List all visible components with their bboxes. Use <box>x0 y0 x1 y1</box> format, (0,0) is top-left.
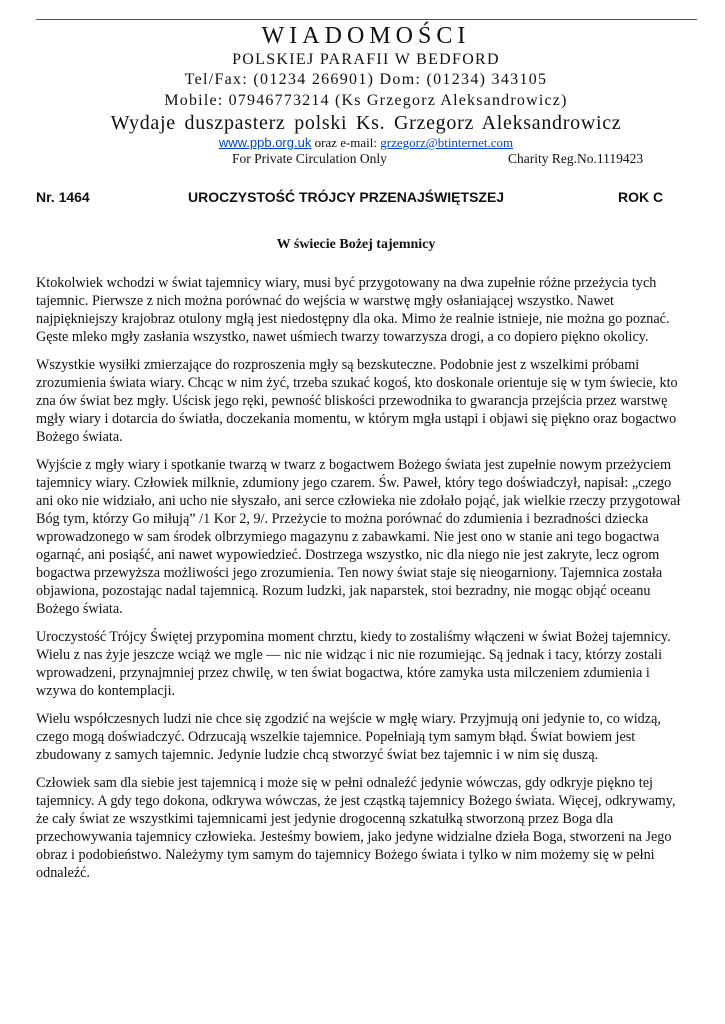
phone-line: Tel/Fax: (01234 266901) Dom: (01234) 343105 <box>184 71 548 88</box>
parish-name: POLSKIEJ PARAFII W BEDFORD <box>232 51 500 68</box>
issue-header <box>36 189 676 207</box>
circulation-line <box>36 151 696 167</box>
charity-number: Charity Reg.No.1119423 <box>508 151 644 166</box>
feast-name: UROCZYSTOŚĆ TRÓJCY PRZENAJŚWIĘTSZEJ <box>188 189 505 205</box>
email-label: oraz e-mail: <box>314 135 378 150</box>
article-title: W świecie Bożej tajemnicy <box>276 237 436 252</box>
contact-line <box>36 135 696 151</box>
article-paragraph: Uroczystość Trójcy Świętej przypomina moment chrztu, kiedy to zostaliśmy włączeni w świat Bożej tajemnicy. Wielu z nas żyje jeszcze wciąż we mgle — nic nie widząc i nic nie rozumiejąc. Są jednak i tacy, którzy zostali wprowadzeni, przynajmniej przez chwilę, w ten świat bogactwa, które zamyka usta milczeniem zdumienia i wzywa do kontemplacji. <box>36 629 671 699</box>
email-link[interactable]: grzegorz@btinternet.com <box>380 135 514 150</box>
article-paragraph: Człowiek sam dla siebie jest tajemnicą i może się w pełni odnaleźć jedynie wówczas, gdy odkryje piękno tej tajemnicy. A gdy tego dokona, odkrywa wówczas, że jest cząstką tajemnicy Bożego świata. Więcej, odkrywamy, że cały świat ze wszystkimi tajemnicami jest jedynie drogocenną szkatułką stworzoną przez Boga dla przechowywania tajemnicy człowieka. Jesteśmy bowiem, jako jedyne widzialne dzieła Boga, stworzeni na Jego obraz i podobieństwo. Należymy tym samym do tajemnicy Bożego świata i tylko w nim możemy się w pełni odnaleźć. <box>36 775 676 881</box>
article-paragraph: Ktokolwiek wchodzi w świat tajemnicy wiary, musi być przygotowany na dwa zupełnie różne przeżycia tych tajemnic. Pierwsze z nich można porównać do wejścia w warstwę mgły osłaniającej wszystko. Nawet najpiękniejszy krajobraz otulony mgłą jest niedostępny dla oka. Mimo że realnie istnieje, nie można go poznać. Gęste mleko mgły zasłania wszystko, nawet uśmiech twarzy towarzysza drogi, a co dopiero piękno okolicy. <box>36 275 670 345</box>
article-paragraph: Wszystkie wysiłki zmierzające do rozproszenia mgły są bezskuteczne. Podobnie jest z wszelkimi próbami zrozumienia świata wiary. Chcąc w nim żyć, trzeba szukać kogoś, kto doskonale orientuje się w tym świecie, kto zna ów świat bez mgły. Uścisk jego ręki, pewność bliskości przewodnika to gwarancja przejścia przez warstwę mgły wiary i dotarcia do światła, doczekania momentu, w którym mgła ustąpi i objawi się piękno oraz bogactwo Bożego świata. <box>36 357 678 445</box>
issue-number: Nr. 1464 <box>36 189 90 205</box>
mobile-line: Mobile: 07946773214 (Ks Grzegorz Aleksandrowicz) <box>164 92 568 109</box>
liturgical-year: ROK C <box>618 189 664 205</box>
article-paragraph: Wyjście z mgły wiary i spotkanie twarzą w twarz z bogactwem Bożego świata jest zupełnie nowym przeżyciem tajemnicy wiary. Człowiek milknie, zdumiony jego czarem. Św. Paweł, który tego doświadczył, napisał: „czego ani oko nie widziało, ani ucho nie słyszało, ani serce człowieka nie zdołało pojąć, jak wielkie rzeczy przygotował Bóg tym, którzy Go miłują” /1 Kor 2, 9/. Przeżycie to można porównać do zdumienia i bezradności dziecka wprowadzonego w sam środek olbrzymiego magazynu z zabawkami. Nie jest ono w stanie ani tego bogactwa ogarnąć, ani posiąść, ani nawet wypowiedzieć. Dostrzega wszystko, nic dla niego nie jest zakryte, lecz ogrom bogactwa przewyższa możliwości jego zrozumienia. Ten nowy świat staje się nieogarniony. Tajemnica została objawiona, pozostając nadal tajemnicą. Rozum ludzki, jak naparstek, stoi bezradny, nie mogąc objąć oceanu Bożego świata. <box>36 457 681 617</box>
top-rule <box>36 19 697 20</box>
newsletter-title: WIADOMOŚCI <box>261 23 471 49</box>
website-link[interactable]: www.ppb.org.uk <box>218 135 312 150</box>
masthead <box>36 22 696 167</box>
article-body <box>36 274 691 892</box>
publisher-line: Wydaje duszpasterz polski Ks. Grzegorz Aleksandrowicz <box>110 112 622 134</box>
article-paragraph: Wielu współczesnych ludzi nie chce się zgodzić na wejście w mgłę wiary. Przyjmują oni jedynie to, co widzą, czego mogą doświadczyć. Odrzucają wszelkie tajemnice. Popełniają tym samym błąd. Świat bowiem jest zbudowany z samych tajemnic. Jedynie ludzie chcą stworzyć świat bez tajemnic i w nim się duszą. <box>36 711 661 763</box>
circulation-note: For Private Circulation Only <box>232 151 387 166</box>
